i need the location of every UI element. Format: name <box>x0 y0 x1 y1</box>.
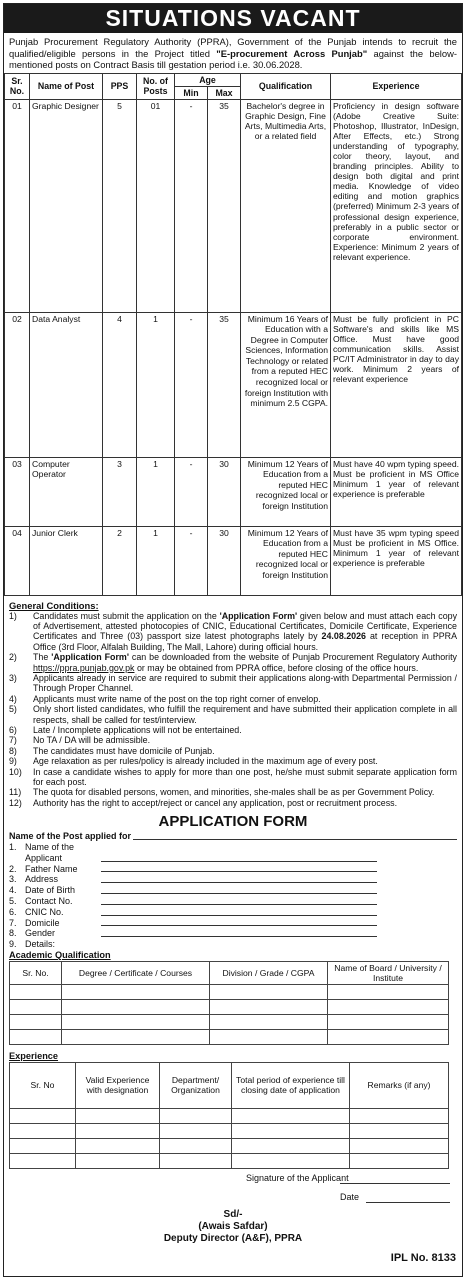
field-number: 4. <box>9 885 17 896</box>
form-field <box>9 885 457 896</box>
cell-experience: Proficiency in design software (Adobe Creative Suite: Photoshop, Illustrator, InDesign, After Effects, etc.) Strong understanding of typography, color theory, layout, and branding principles. Ability to design both digital and print media. Knowledge of video editing and motion graphics (preferred) Minimum 2-3 years of professional design experience, preferably in a public sector or corporate environment. Experience: Minimum 2 years of relevant experience. <box>331 99 462 312</box>
list-item <box>9 746 457 756</box>
field-input[interactable] <box>101 896 377 905</box>
header-max: Max <box>208 86 241 99</box>
cell-pps: 5 <box>103 99 137 312</box>
list-item <box>9 652 457 673</box>
field-number: 2. <box>9 863 17 874</box>
table-row[interactable] <box>10 1123 449 1138</box>
table-row[interactable] <box>10 1108 449 1123</box>
field-number: 5. <box>9 896 17 906</box>
condition-number: 10) <box>9 766 22 777</box>
header-experience: Experience <box>331 73 462 99</box>
column-header: Total period of experience till closing date of application <box>232 1062 350 1108</box>
condition-number: 7) <box>9 735 17 746</box>
experience-table <box>9 1062 449 1169</box>
cell-sr: 03 <box>5 457 30 526</box>
applicant-fields <box>9 842 457 950</box>
field-number: 3. <box>9 874 17 885</box>
cell-max: 35 <box>208 312 241 457</box>
list-item <box>9 798 457 808</box>
field-label: Father Name <box>25 863 78 874</box>
condition-text: In case a candidate wishes to apply for more than one post, he/she must submit separate application form for each post. <box>33 766 457 787</box>
cell-sr: 02 <box>5 312 30 457</box>
post-applied-label: Name of the Post applied for <box>9 831 132 842</box>
list-item <box>9 673 457 694</box>
form-field <box>9 928 457 939</box>
cell-name: Graphic Designer <box>30 99 103 312</box>
header-pps: PPS <box>103 73 137 99</box>
application-form-mention: 'Application Form' <box>219 610 298 621</box>
column-header: Name of Board / University / Institute <box>328 961 449 984</box>
condition-number: 1) <box>9 610 17 621</box>
table-row[interactable] <box>10 1014 449 1029</box>
list-item <box>9 767 457 788</box>
header-qualification: Qualification <box>241 73 331 99</box>
field-input[interactable] <box>101 918 377 927</box>
ipl-number: IPL No. 8133 <box>390 1251 456 1264</box>
condition-text: Only short listed candidates, who fulfill the requirement and have submitted their application complete in all respects, shall be called for test/interview. <box>33 704 457 725</box>
column-header: Valid Experience with designation <box>76 1062 160 1108</box>
condition-number: 8) <box>9 745 17 756</box>
condition-number: 11) <box>9 787 22 798</box>
column-header: Sr. No. <box>10 961 62 984</box>
condition-number: 3) <box>9 672 17 683</box>
condition-text: Late / Incomplete applications will not be entertained. <box>33 724 242 735</box>
intro-paragraph <box>4 33 462 73</box>
cell-posts: 01 <box>137 99 175 312</box>
project-title: "E-procurement Across Punjab" <box>216 47 368 59</box>
signature-label: Signature of the Applicant <box>246 1172 349 1183</box>
cell-experience: Must be fully proficient in PC Software's and skills like MS Office. Must have good communication skills. Assist PC/IT Administrator in day to day work. Minimum 2 years of relevant experience <box>331 312 462 457</box>
condition-text: The candidates must have domicile of Punjab. <box>33 745 215 756</box>
field-input[interactable] <box>101 907 377 916</box>
field-label: CNIC No. <box>25 906 64 917</box>
field-label: Details: <box>25 939 56 950</box>
header-sr: Sr. No. <box>5 73 30 99</box>
condition-text <box>33 611 457 653</box>
cell-pps: 3 <box>103 457 137 526</box>
academic-qualification-title: Academic Qualification <box>9 949 111 960</box>
application-form-title: APPLICATION FORM <box>158 813 308 831</box>
general-conditions-rest <box>9 673 457 808</box>
field-number: 1. <box>9 842 17 853</box>
cell-name: Computer Operator <box>30 457 103 526</box>
field-label: Name of the Applicant <box>25 842 75 863</box>
signatory-block <box>4 1209 462 1245</box>
condition-text: Authority has the right to accept/reject or cancel any application, post or recruitment process. <box>33 797 398 808</box>
cell-qualification: Minimum 12 Years of Education from a reputed HEC recognized local or foreign Institution <box>241 526 331 595</box>
cell-max: 30 <box>208 526 241 595</box>
form-field <box>9 874 457 885</box>
website-link[interactable]: https://ppra.punjab.gov.pk <box>33 662 135 673</box>
field-number: 6. <box>9 906 17 917</box>
field-label: Gender <box>25 928 56 939</box>
condition-text <box>33 652 457 673</box>
intro-text-before: Punjab Procurement Regulatory Authority (PPRA), Government of the Punjab intends to recruit the qualified/eligible persons in the Project titled <box>9 36 457 59</box>
application-form <box>4 831 462 950</box>
field-label: Date of Birth <box>25 885 76 896</box>
header-posts: No. of Posts <box>137 73 175 99</box>
column-header: Division / Grade / CGPA <box>210 961 328 984</box>
condition-text: Age relaxation as per rules/policy is already included in the maximum age of every post. <box>33 756 378 767</box>
cell-min: - <box>175 99 208 312</box>
list-item <box>9 611 457 653</box>
condition-text: Applicants already in service are required to submit their applications along-with Departmental Permission / Through Proper Channel. <box>33 672 457 694</box>
list-item <box>9 704 457 725</box>
experience-title: Experience <box>9 1050 59 1061</box>
condition-text-part: The <box>33 652 52 663</box>
date-input[interactable] <box>366 1202 450 1203</box>
cell-pps: 2 <box>103 526 137 595</box>
form-field <box>9 842 457 864</box>
header-name: Name of Post <box>30 73 103 99</box>
table-row <box>5 312 462 457</box>
cell-posts: 1 <box>137 457 175 526</box>
cell-min: - <box>175 526 208 595</box>
condition-text-part: Candidates must submit the application on the <box>33 610 220 621</box>
field-input[interactable] <box>101 864 377 873</box>
post-applied-input[interactable] <box>133 831 457 840</box>
posts-header-row <box>5 73 462 86</box>
deadline-date: 24.08.2026 <box>321 631 366 642</box>
cell-experience: Must have 35 wpm typing speed Must be proficient in MS Office. Minimum 1 year of relevant experience is preferable <box>331 526 462 595</box>
signatory-name: (Awais Safdar) <box>198 1220 268 1232</box>
table-row[interactable] <box>10 1138 449 1153</box>
cell-max: 35 <box>208 99 241 312</box>
signatory-designation: Deputy Director (A&F), PPRA <box>163 1232 303 1244</box>
cell-sr: 04 <box>5 526 30 595</box>
condition-number: 12) <box>9 797 22 808</box>
form-field <box>9 939 457 950</box>
cell-min: - <box>175 457 208 526</box>
experience-header-row <box>10 1062 449 1108</box>
cell-qualification: Minimum 12 Years of Education from a reputed HEC recognized local or foreign Institution <box>241 457 331 526</box>
field-input[interactable] <box>101 874 377 883</box>
cell-experience: Must have 40 wpm typing speed. Must be proficient in MS Office Minimum 1 year of relevant experience is preferable <box>331 457 462 526</box>
posts-table <box>4 73 462 596</box>
footer <box>4 1207 462 1267</box>
field-label: Address <box>25 874 59 885</box>
advertisement-page <box>3 3 463 1277</box>
field-number: 8. <box>9 928 17 939</box>
signature-block <box>4 1169 462 1207</box>
cell-max: 30 <box>208 457 241 526</box>
table-row[interactable] <box>10 1029 449 1044</box>
page-title: SITUATIONS VACANT <box>4 4 462 33</box>
application-form-mention: 'Application Form' <box>51 652 129 663</box>
condition-text-part: at reception in PPRA Office (3rd Floor, Alfalah Building, The Mall, Lahore) during official hours. <box>33 631 457 652</box>
cell-name: Data Analyst <box>30 312 103 457</box>
cell-name: Junior Clerk <box>30 526 103 595</box>
academic-header-row <box>10 961 449 984</box>
column-header: Remarks (if any) <box>350 1062 449 1108</box>
cell-posts: 1 <box>137 312 175 457</box>
general-conditions-title: General Conditions: <box>9 599 99 611</box>
field-input[interactable] <box>101 842 377 862</box>
table-row <box>5 526 462 595</box>
form-field <box>9 864 457 875</box>
list-item <box>9 725 457 735</box>
signature-input[interactable] <box>340 1183 450 1184</box>
field-number: 9. <box>9 939 17 950</box>
cell-posts: 1 <box>137 526 175 595</box>
field-label: Domicile <box>25 917 60 928</box>
condition-number: 9) <box>9 756 17 767</box>
table-row[interactable] <box>10 1153 449 1168</box>
condition-number: 4) <box>9 693 17 704</box>
table-row[interactable] <box>10 999 449 1014</box>
cell-qualification: Minimum 16 Years of Education with a Degree in Computer Sciences, Information Technology or related from a reputed HEC recognized local or foreign Institution with minimum 2.5 CGPA. <box>241 312 331 457</box>
date-label: Date <box>340 1191 360 1202</box>
form-field <box>9 918 457 929</box>
general-conditions-list <box>4 611 462 809</box>
condition-number: 2) <box>9 652 17 663</box>
table-row <box>5 99 462 312</box>
signatory-sd: Sd/- <box>223 1208 243 1220</box>
field-input[interactable] <box>101 928 377 937</box>
header-min: Min <box>175 86 208 99</box>
intro-text-after: against the below-mentioned posts on Contract Basis till gestation period i.e. 30.06.2028. <box>9 47 457 70</box>
field-input[interactable] <box>101 885 377 894</box>
field-label: Contact No. <box>25 896 73 906</box>
form-field <box>9 907 457 918</box>
list-item <box>9 694 457 704</box>
list-item <box>9 756 457 766</box>
cell-sr: 01 <box>5 99 30 312</box>
academic-table <box>9 961 449 1045</box>
condition-number: 6) <box>9 724 17 735</box>
form-field <box>9 896 457 907</box>
table-row[interactable] <box>10 984 449 999</box>
cell-qualification: Bachelor's degree in Graphic Design, Fine Arts, Multimedia Arts, or a related field <box>241 99 331 312</box>
post-applied-line <box>9 831 457 842</box>
condition-text: No TA / DA will be admissible. <box>33 735 151 746</box>
condition-text: Applicants must write name of the post on the top right corner of envelop. <box>33 693 321 704</box>
field-number: 7. <box>9 917 17 928</box>
column-header: Department/ Organization <box>160 1062 232 1108</box>
condition-text-part: or may be obtained from PPRA office, before closing of the office hours. <box>134 662 419 673</box>
table-row <box>5 457 462 526</box>
condition-text-part: can be downloaded from the website of Punjab Procurement Regulatory Authority <box>128 652 457 663</box>
condition-number: 5) <box>9 704 17 715</box>
list-item <box>9 735 457 745</box>
column-header: Sr. No <box>10 1062 76 1108</box>
cell-min: - <box>175 312 208 457</box>
cell-pps: 4 <box>103 312 137 457</box>
column-header: Degree / Certificate / Courses <box>62 961 210 984</box>
list-item <box>9 787 457 797</box>
condition-text-part: given below and must attach each copy of Advertisement, attested photocopies of CNIC, Educational Certificates, Domicile Certificate, Experience Certificates and Three (03) passport size latest photographs lately by <box>33 610 458 642</box>
condition-text: The quota for disabled persons, women, and minorities, she-males shall be as per Government Policy. <box>33 787 435 798</box>
header-age: Age <box>175 73 241 86</box>
